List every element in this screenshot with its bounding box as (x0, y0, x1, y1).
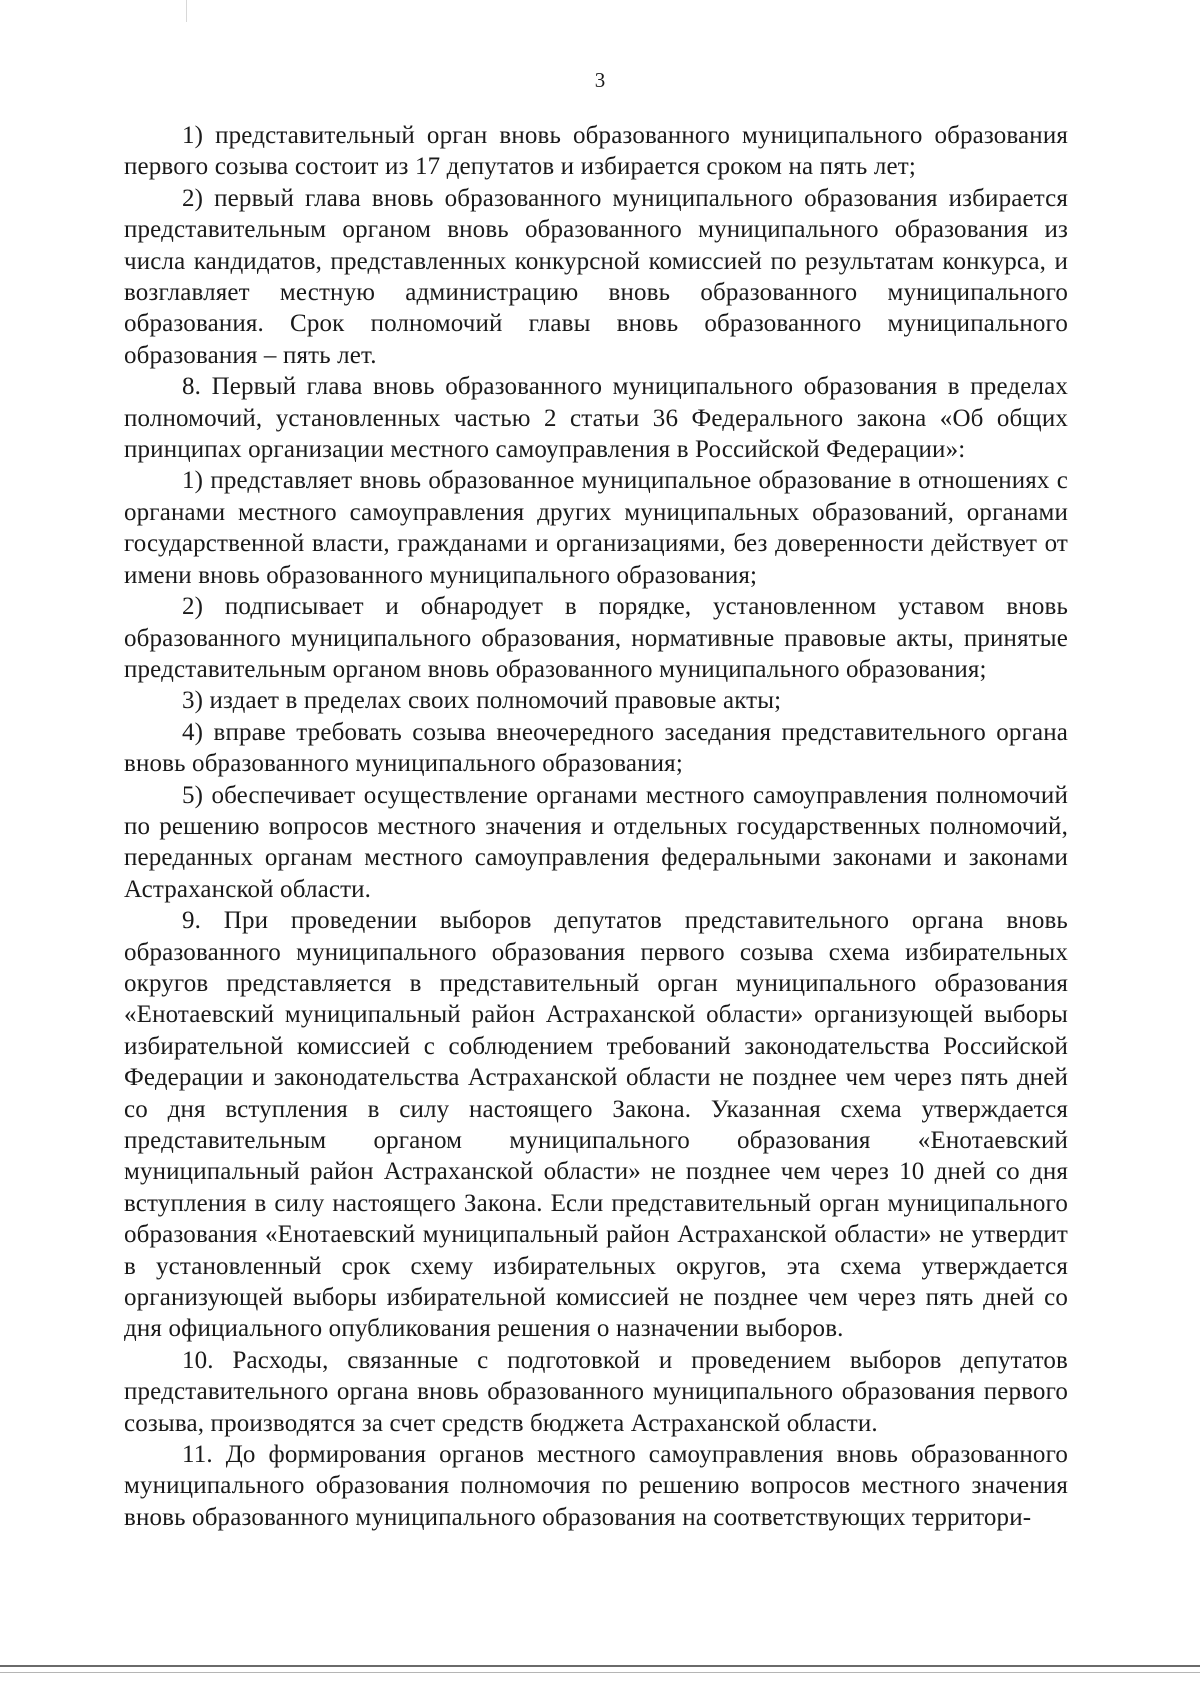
scan-artifact-line (186, 0, 187, 22)
paragraph-4: 1) представляет вновь образованное муниципальное образование в отношениях с органами местного самоуправления других муниципальных образований, органами государственной власти, гражданами и организациями, без доверенности действует от имени вновь образованного муниципального образования; (124, 467, 1068, 589)
scan-bottom-edge-shadow (0, 1672, 1200, 1673)
paragraph-7: 4) вправе требовать созыва внеочередного заседания представительного органа вновь образованного муниципального образования; (124, 718, 1068, 778)
document-text-body (124, 120, 1068, 1533)
paragraph-8: 5) обеспечивает осуществление органами местного самоуправления полномочий по решению вопросов местного значения и отдельных государственных полномочий, переданных органам местного самоуправления федеральными законами и законами Астраханской области. (124, 781, 1068, 903)
paragraph-1: 1) представительный орган вновь образованного муниципального образования первого созыва состоит из 17 депутатов и избирается сроком на пять лет; (124, 122, 1068, 181)
scan-bottom-edge (0, 1665, 1200, 1667)
paragraph-2: 2) первый глава вновь образованного муниципального образования избирается представительным органом вновь образованного муниципального образования из числа кандидатов, представленных конкурсной комиссией по результатам конкурса, и возглавляет местную администрацию вновь образованного муниципального образования. Срок полномочий главы вновь образованного муниципального образования – пять лет. (124, 184, 1068, 369)
paragraph-10: 10. Расходы, связанные с подготовкой и проведением выборов депутатов представительного органа вновь образованного муниципального образования первого созыва, производятся за счет средств бюджета Астраханской области. (124, 1346, 1068, 1437)
paragraph-6: 3) издает в пределах своих полномочий правовые акты; (182, 687, 782, 715)
page-number: 3 (594, 68, 606, 92)
paragraph-9: 9. При проведении выборов депутатов представительного органа вновь образованного муниципального образования первого созыва схема избирательных округов представляется в представительный орган муниципального образования «Енотаевский муниципальный район Астраханской области» организующей выборы избирательной комиссией с соблюдением требований законодательства Российской Федерации и законодательства Астраханской области не позднее чем через пять дней со дня вступления в силу настоящего Закона. Указанная схема утверждается представительным органом муниципального образования «Енотаевский муниципальный район Астраханской области» не позднее чем через 10 дней со дня вступления в силу настоящего Закона. Если представительный орган муниципального образования «Енотаевский муниципальный район Астраханской области» не утвердит в установленный срок схему избирательных округов, эта схема утверждается организующей выборы избирательной комиссией не позднее чем через пять дней со дня официального опубликования решения о назначении выборов. (124, 907, 1068, 1343)
paragraph-3: 8. Первый глава вновь образованного муниципального образования в пределах полномочий, установленных частью 2 статьи 36 Федерального закона «Об общих принципах организации местного самоуправления в Российской Федерации»: (124, 373, 1068, 464)
paragraph-11: 11. До формирования органов местного самоуправления вновь образованного муниципального образования полномочия по решению вопросов местного значения вновь образованного муниципального образования на соответствующих территори- (124, 1441, 1068, 1531)
paragraph-5: 2) подписывает и обнародует в порядке, установленном уставом вновь образованного муниципального образования, нормативные правовые акты, принятые представительным органом вновь образованного муниципального образования; (124, 593, 1068, 683)
